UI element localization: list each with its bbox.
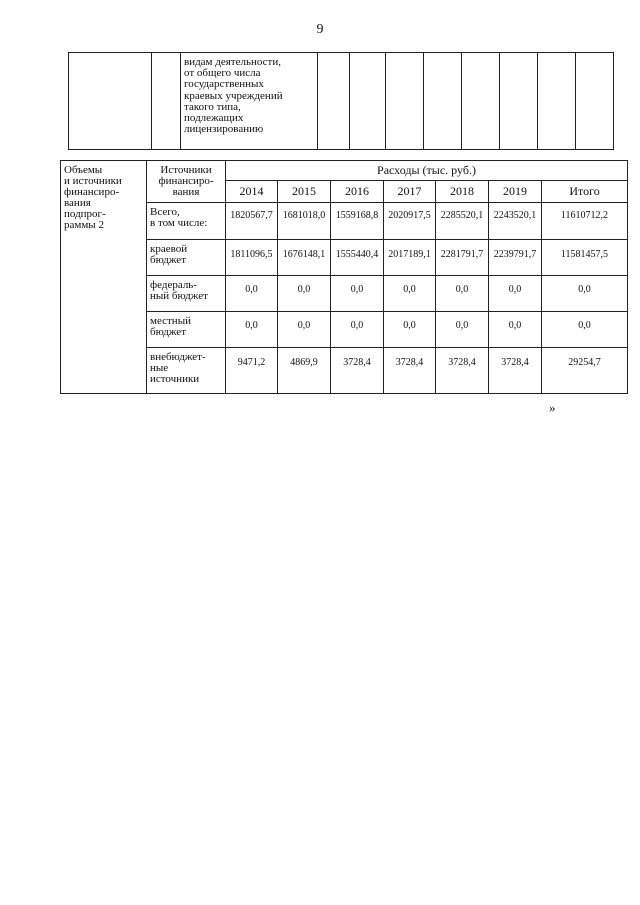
empty-cell <box>386 53 424 150</box>
empty-cell <box>462 53 500 150</box>
total-cell: 29254,7 <box>542 348 628 394</box>
total-cell: 11610712,2 <box>542 203 628 240</box>
source-label <box>147 240 226 276</box>
total-header: Итого <box>542 181 628 203</box>
total-cell: 0,0 <box>542 312 628 348</box>
value-cell: 0,0 <box>489 312 542 348</box>
value-cell: 0,0 <box>384 312 436 348</box>
empty-cell <box>350 53 386 150</box>
label-line: бюджет <box>150 254 186 266</box>
value-cell: 0,0 <box>331 276 384 312</box>
value-cell: 0,0 <box>226 276 278 312</box>
empty-cell <box>152 53 181 150</box>
label-line: федераль- <box>150 279 197 291</box>
value-cell: 2281791,7 <box>436 240 489 276</box>
value-cell: 2017189,1 <box>384 240 436 276</box>
label-line: вания <box>64 197 91 209</box>
description-line: подлежащих <box>184 112 244 125</box>
total-cell: 0,0 <box>542 276 628 312</box>
header-line: вания <box>172 186 200 198</box>
year-header: 2016 <box>331 181 384 203</box>
empty-cell <box>69 53 152 150</box>
description-line: лицензированию <box>184 123 264 136</box>
value-cell: 2285520,1 <box>436 203 489 240</box>
indicator-description <box>181 53 318 150</box>
label-line: бюджет <box>150 326 186 338</box>
value-cell: 9471,2 <box>226 348 278 394</box>
empty-cell <box>500 53 538 150</box>
value-cell: 0,0 <box>489 276 542 312</box>
value-cell: 0,0 <box>226 312 278 348</box>
value-cell: 1811096,5 <box>226 240 278 276</box>
label-line: ные <box>150 362 169 374</box>
label-line: Объемы <box>64 164 103 176</box>
value-cell: 3728,4 <box>331 348 384 394</box>
label-line: финансиро- <box>64 186 120 198</box>
sources-header <box>147 161 226 203</box>
source-label <box>147 276 226 312</box>
value-cell: 1820567,7 <box>226 203 278 240</box>
closing-quote: » <box>549 400 556 415</box>
label-line: в том числе: <box>150 217 208 229</box>
table-row <box>61 348 628 394</box>
value-cell: 1676148,1 <box>278 240 331 276</box>
continued-table-fragment <box>68 52 614 150</box>
value-cell: 1681018,0 <box>278 203 331 240</box>
label-line: ный бюджет <box>150 290 208 302</box>
label-line: и источники <box>64 175 122 187</box>
label-line: Всего, <box>150 206 180 218</box>
value-cell: 2243520,1 <box>489 203 542 240</box>
value-cell: 2020917,5 <box>384 203 436 240</box>
value-cell: 4869,9 <box>278 348 331 394</box>
expenses-header: Расходы (тыс. руб.) <box>226 161 628 181</box>
value-cell: 0,0 <box>436 312 489 348</box>
funding-row-label <box>61 161 147 394</box>
value-cell: 3728,4 <box>489 348 542 394</box>
table-row <box>61 276 628 312</box>
year-header: 2019 <box>489 181 542 203</box>
table-row <box>61 240 628 276</box>
page-number: 9 <box>316 22 324 37</box>
label-line: раммы 2 <box>64 219 104 231</box>
source-label <box>147 203 226 240</box>
value-cell: 3728,4 <box>384 348 436 394</box>
value-cell: 3728,4 <box>436 348 489 394</box>
empty-cell <box>424 53 462 150</box>
value-cell: 1559168,8 <box>331 203 384 240</box>
description-line: краевых учреждений <box>184 89 283 102</box>
table-row <box>61 312 628 348</box>
label-line: местный <box>150 315 191 327</box>
year-header: 2017 <box>384 181 436 203</box>
description-line: государственных <box>184 78 264 91</box>
label-line: краевой <box>150 243 188 255</box>
year-header: 2014 <box>226 181 278 203</box>
value-cell: 0,0 <box>384 276 436 312</box>
empty-cell <box>538 53 576 150</box>
table-row <box>61 203 628 240</box>
value-cell: 0,0 <box>331 312 384 348</box>
empty-cell <box>576 53 614 150</box>
empty-cell <box>318 53 350 150</box>
source-label <box>147 348 226 394</box>
source-label <box>147 312 226 348</box>
year-header: 2018 <box>436 181 489 203</box>
value-cell: 1555440,4 <box>331 240 384 276</box>
description-line: видам деятельности, <box>184 56 281 68</box>
label-line: подпрог- <box>64 208 106 220</box>
label-line: внебюджет- <box>150 351 206 363</box>
header-line: финансиро- <box>158 175 214 187</box>
value-cell: 2239791,7 <box>489 240 542 276</box>
header-line: Источники <box>160 164 212 176</box>
description-line: от общего числа <box>184 67 261 80</box>
value-cell: 0,0 <box>278 312 331 348</box>
value-cell: 0,0 <box>278 276 331 312</box>
value-cell: 0,0 <box>436 276 489 312</box>
funding-table <box>60 160 628 394</box>
label-line: источники <box>150 373 200 385</box>
total-cell: 11581457,5 <box>542 240 628 276</box>
description-line: такого типа, <box>184 100 241 113</box>
year-header: 2015 <box>278 181 331 203</box>
